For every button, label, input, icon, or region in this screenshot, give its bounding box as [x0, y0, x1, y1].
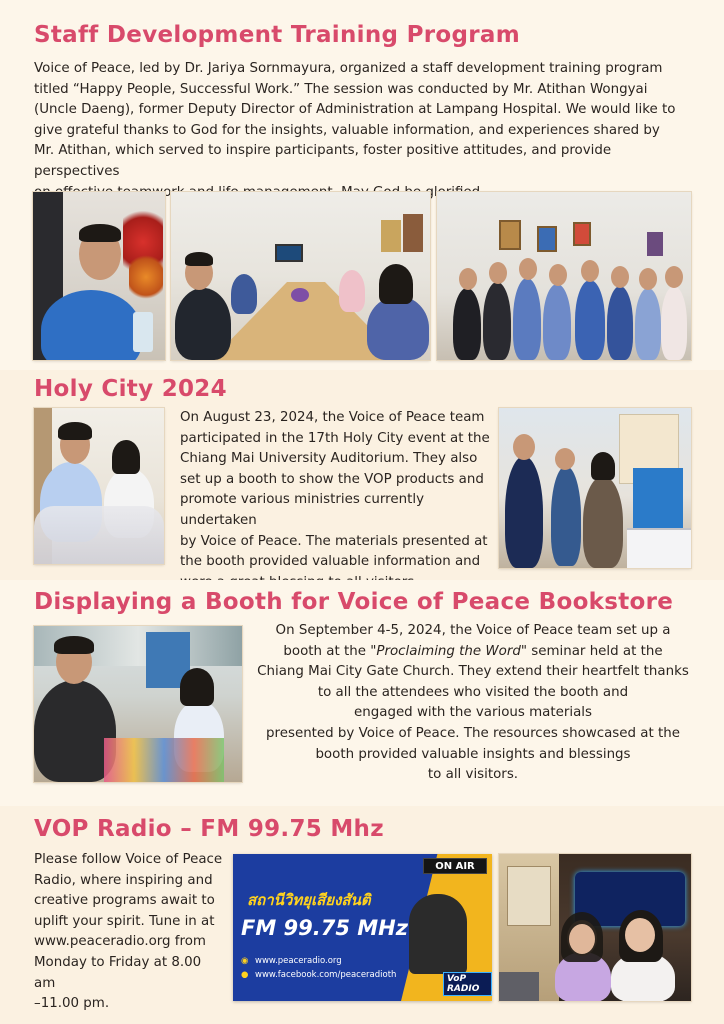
bookstore-line: presented by Voice of Peace. The resources showcased at the: [266, 725, 680, 741]
globe-icon: ◉: [241, 956, 249, 966]
banner-vop-logo: [443, 972, 492, 996]
speaker-photo: [33, 192, 165, 360]
radio-body: [34, 850, 226, 1015]
on-air-sign: ON AIR: [423, 858, 487, 874]
staff-body: [34, 59, 694, 203]
radio-line: Please follow Voice of Peace: [34, 852, 223, 867]
holy-city-line: Chiang Mai University Auditorium. They also: [180, 451, 478, 467]
banner-facebook-text: www.facebook.com/peaceradioth: [255, 970, 397, 980]
microphone-icon: [409, 894, 467, 974]
bookstore-body: [250, 621, 696, 786]
staff-line: titled “Happy People, Successful Work.” The session was conducted by Mr. Atithan Wongyai: [34, 81, 648, 97]
holy-city-line: by Voice of Peace. The materials presented at: [180, 533, 488, 549]
staff-line: (Uncle Daeng), former Deputy Director of Administration at Lampang Hospital. We would like to: [34, 102, 676, 118]
bookstore-line-part: seminar held at the: [527, 643, 663, 659]
meeting-photo: [171, 192, 430, 360]
bookstore-line: [250, 642, 696, 663]
radio-line: www.peaceradio.org from: [34, 934, 206, 950]
radio-title: VOP Radio – FM 99.75 Mhz: [34, 816, 384, 842]
radio-line: Radio, where inspiring and: [34, 872, 213, 888]
holy-city-title: Holy City 2024: [34, 376, 227, 402]
banner-vop-logo-radio: RADIO: [447, 984, 480, 994]
bookstore-line: engaged with the various materials: [354, 705, 592, 721]
staff-title: Staff Development Training Program: [34, 22, 520, 48]
bookstore-line: to all the attendees who visited the booth and: [317, 684, 629, 700]
bookstore-line-part: booth at the: [283, 643, 371, 659]
bookstore-line: booth provided valuable insights and blessings: [315, 746, 631, 762]
bookstore-title: Displaying a Booth for Voice of Peace Bookstore: [34, 589, 674, 615]
banner-frequency: FM 99.75 MHz: [241, 916, 408, 940]
bookstore-line: Chiang Mai City Gate Church. They extend their heartfelt thanks: [257, 664, 689, 680]
bookstore-line: On September 4-5, 2024, the Voice of Peace team set up a: [275, 623, 671, 638]
holy-city-line: promote various ministries currently undertaken: [180, 492, 424, 528]
bookstore-section: [0, 580, 724, 806]
bookstore-line: to all visitors.: [427, 767, 519, 783]
banner-website-text: www.peaceradio.org: [255, 956, 342, 966]
holy-city-body: [180, 408, 490, 593]
radio-line: –11.00 pm.: [34, 996, 110, 1012]
holy-city-left-photo: [34, 408, 164, 564]
holy-city-line: participated in the 17th Holy City event at the: [180, 430, 490, 446]
group-photo: [437, 192, 691, 360]
staff-line: give grateful thanks to God for the insights, valuable information, and experiences shared by: [34, 122, 660, 138]
seminar-name: "Proclaiming the Word": [370, 643, 527, 659]
staff-line: Voice of Peace, led by Dr. Jariya Sornmayura, organized a staff development training program: [34, 61, 663, 76]
radio-banner: [233, 854, 492, 1001]
banner-website: [241, 956, 342, 966]
radio-line: uplift your spirit. Tune in at: [34, 913, 215, 929]
banner-thai-text: สถานีวิทยุเสียงสันติ: [247, 891, 371, 909]
staff-line: Mr. Atithan, which served to inspire participants, foster positive attitudes, and provide perspectives: [34, 143, 612, 179]
holy-city-section: [0, 370, 724, 580]
bookstore-photo: [34, 626, 242, 782]
radio-studio-photo: [499, 854, 691, 1001]
staff-section: [0, 0, 724, 370]
radio-line: Monday to Friday at 8.00 am: [34, 954, 202, 991]
radio-line: creative programs await to: [34, 893, 215, 909]
holy-city-line: On August 23, 2024, the Voice of Peace team: [180, 410, 485, 425]
banner-facebook: [241, 970, 397, 980]
facebook-icon: ●: [241, 970, 249, 980]
holy-city-line: set up a booth to show the VOP products and: [180, 471, 484, 487]
holy-city-right-photo: [499, 408, 691, 568]
holy-city-line: the booth provided valuable information and: [180, 554, 481, 570]
banner-vop-logo-vop: VoP: [447, 974, 467, 984]
